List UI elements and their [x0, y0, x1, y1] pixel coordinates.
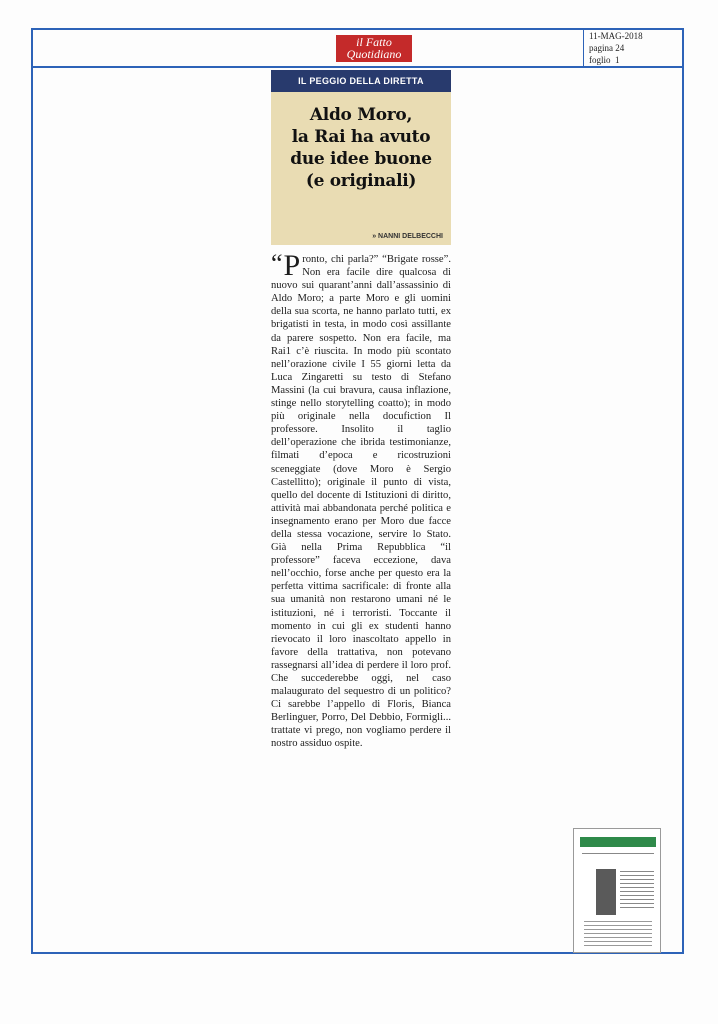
headline-line-1: Aldo Moro,	[309, 105, 413, 125]
meta-date: 11-MAG-2018	[589, 31, 643, 41]
headline-line-4: (e originali)	[305, 171, 417, 191]
thumbnail-book-image	[596, 869, 616, 915]
header-vertical-divider	[583, 28, 584, 67]
thumbnail-header-bar	[580, 837, 656, 847]
clipping-meta	[589, 30, 643, 66]
headline	[271, 104, 451, 192]
rubric-label: IL PEGGIO DELLA DIRETTA	[271, 70, 451, 92]
drop-quote: “	[271, 249, 283, 278]
article-body	[271, 249, 451, 751]
meta-sheet: foglio 1	[589, 55, 620, 65]
logo-line-2: Quotidiano	[346, 47, 402, 61]
drop-cap: P	[283, 249, 301, 282]
thumbnail-rule	[582, 853, 654, 860]
headline-box	[271, 70, 451, 245]
meta-page: pagina 24	[589, 43, 625, 53]
newspaper-logo	[336, 35, 412, 62]
article	[271, 70, 451, 751]
headline-line-2: la Rai ha avuto	[291, 127, 431, 147]
page-thumbnail	[573, 828, 661, 953]
thumbnail-text-block	[620, 871, 654, 911]
logo-line-1: il Fatto	[356, 35, 392, 49]
author-byline: » NANNI DELBECCHI	[372, 233, 443, 240]
article-body-text: ronto, chi parla?” “Brigate rosse”. Non era facile dire qualcosa di nuovo sui quarant’anni dall’assassinio di Aldo Moro; a parte Moro e gli uomini della sua scorta, ne hanno parlato tutti, ex brigatisti in testa, in modo così assillante da parere sospetto. Non era facile, ma Rai1 c’è riuscita. In modo più scontato nell’orazione civile I 55 giorni letta da Luca Zingaretti su testo di Stefano Massini (la cui bravura, causa inflazione, stinge nello storytelling coatto); in modo più originale nella docufiction Il professore. Insolito il taglio dell’operazione che ibrida testimonianze, filmati d’epoca e ricostruzioni sceneggiate (dove Moro è Sergio Castellitto); originale il punto di vista, quello del docente di Istituzioni di diritto, attività mai abbandonata perché politica e insegnamento erano per Moro due facce della stessa vocazione, servire lo Stato. Già nella Prima Repubblica “il professore” faceva eccezione, dava nell’occhio, forse anche per questo era la perfetta vittima sacrificale: di fronte alla sua umanità non restarono umani né le istituzioni, né i terroristi. Toccante il momento in cui gli ex studenti hanno rievocato il loro inascoltato appello in favore della trattativa, non potevano rassegnarsi all’idea di perdere il loro prof. Che succederebbe oggi, nel caso malaugurato del sequestro di un politico? Ci sarebbe l’appello di Floris, Bianca Berlinguer, Porro, Del Debbio, Formigli... trattate vi prego, non vogliamo perdere il nostro assiduo ospite.	[271, 254, 451, 750]
thumbnail-text-block-lower	[584, 921, 652, 947]
header-divider	[31, 66, 684, 68]
headline-line-3: due idee buone	[290, 149, 432, 169]
